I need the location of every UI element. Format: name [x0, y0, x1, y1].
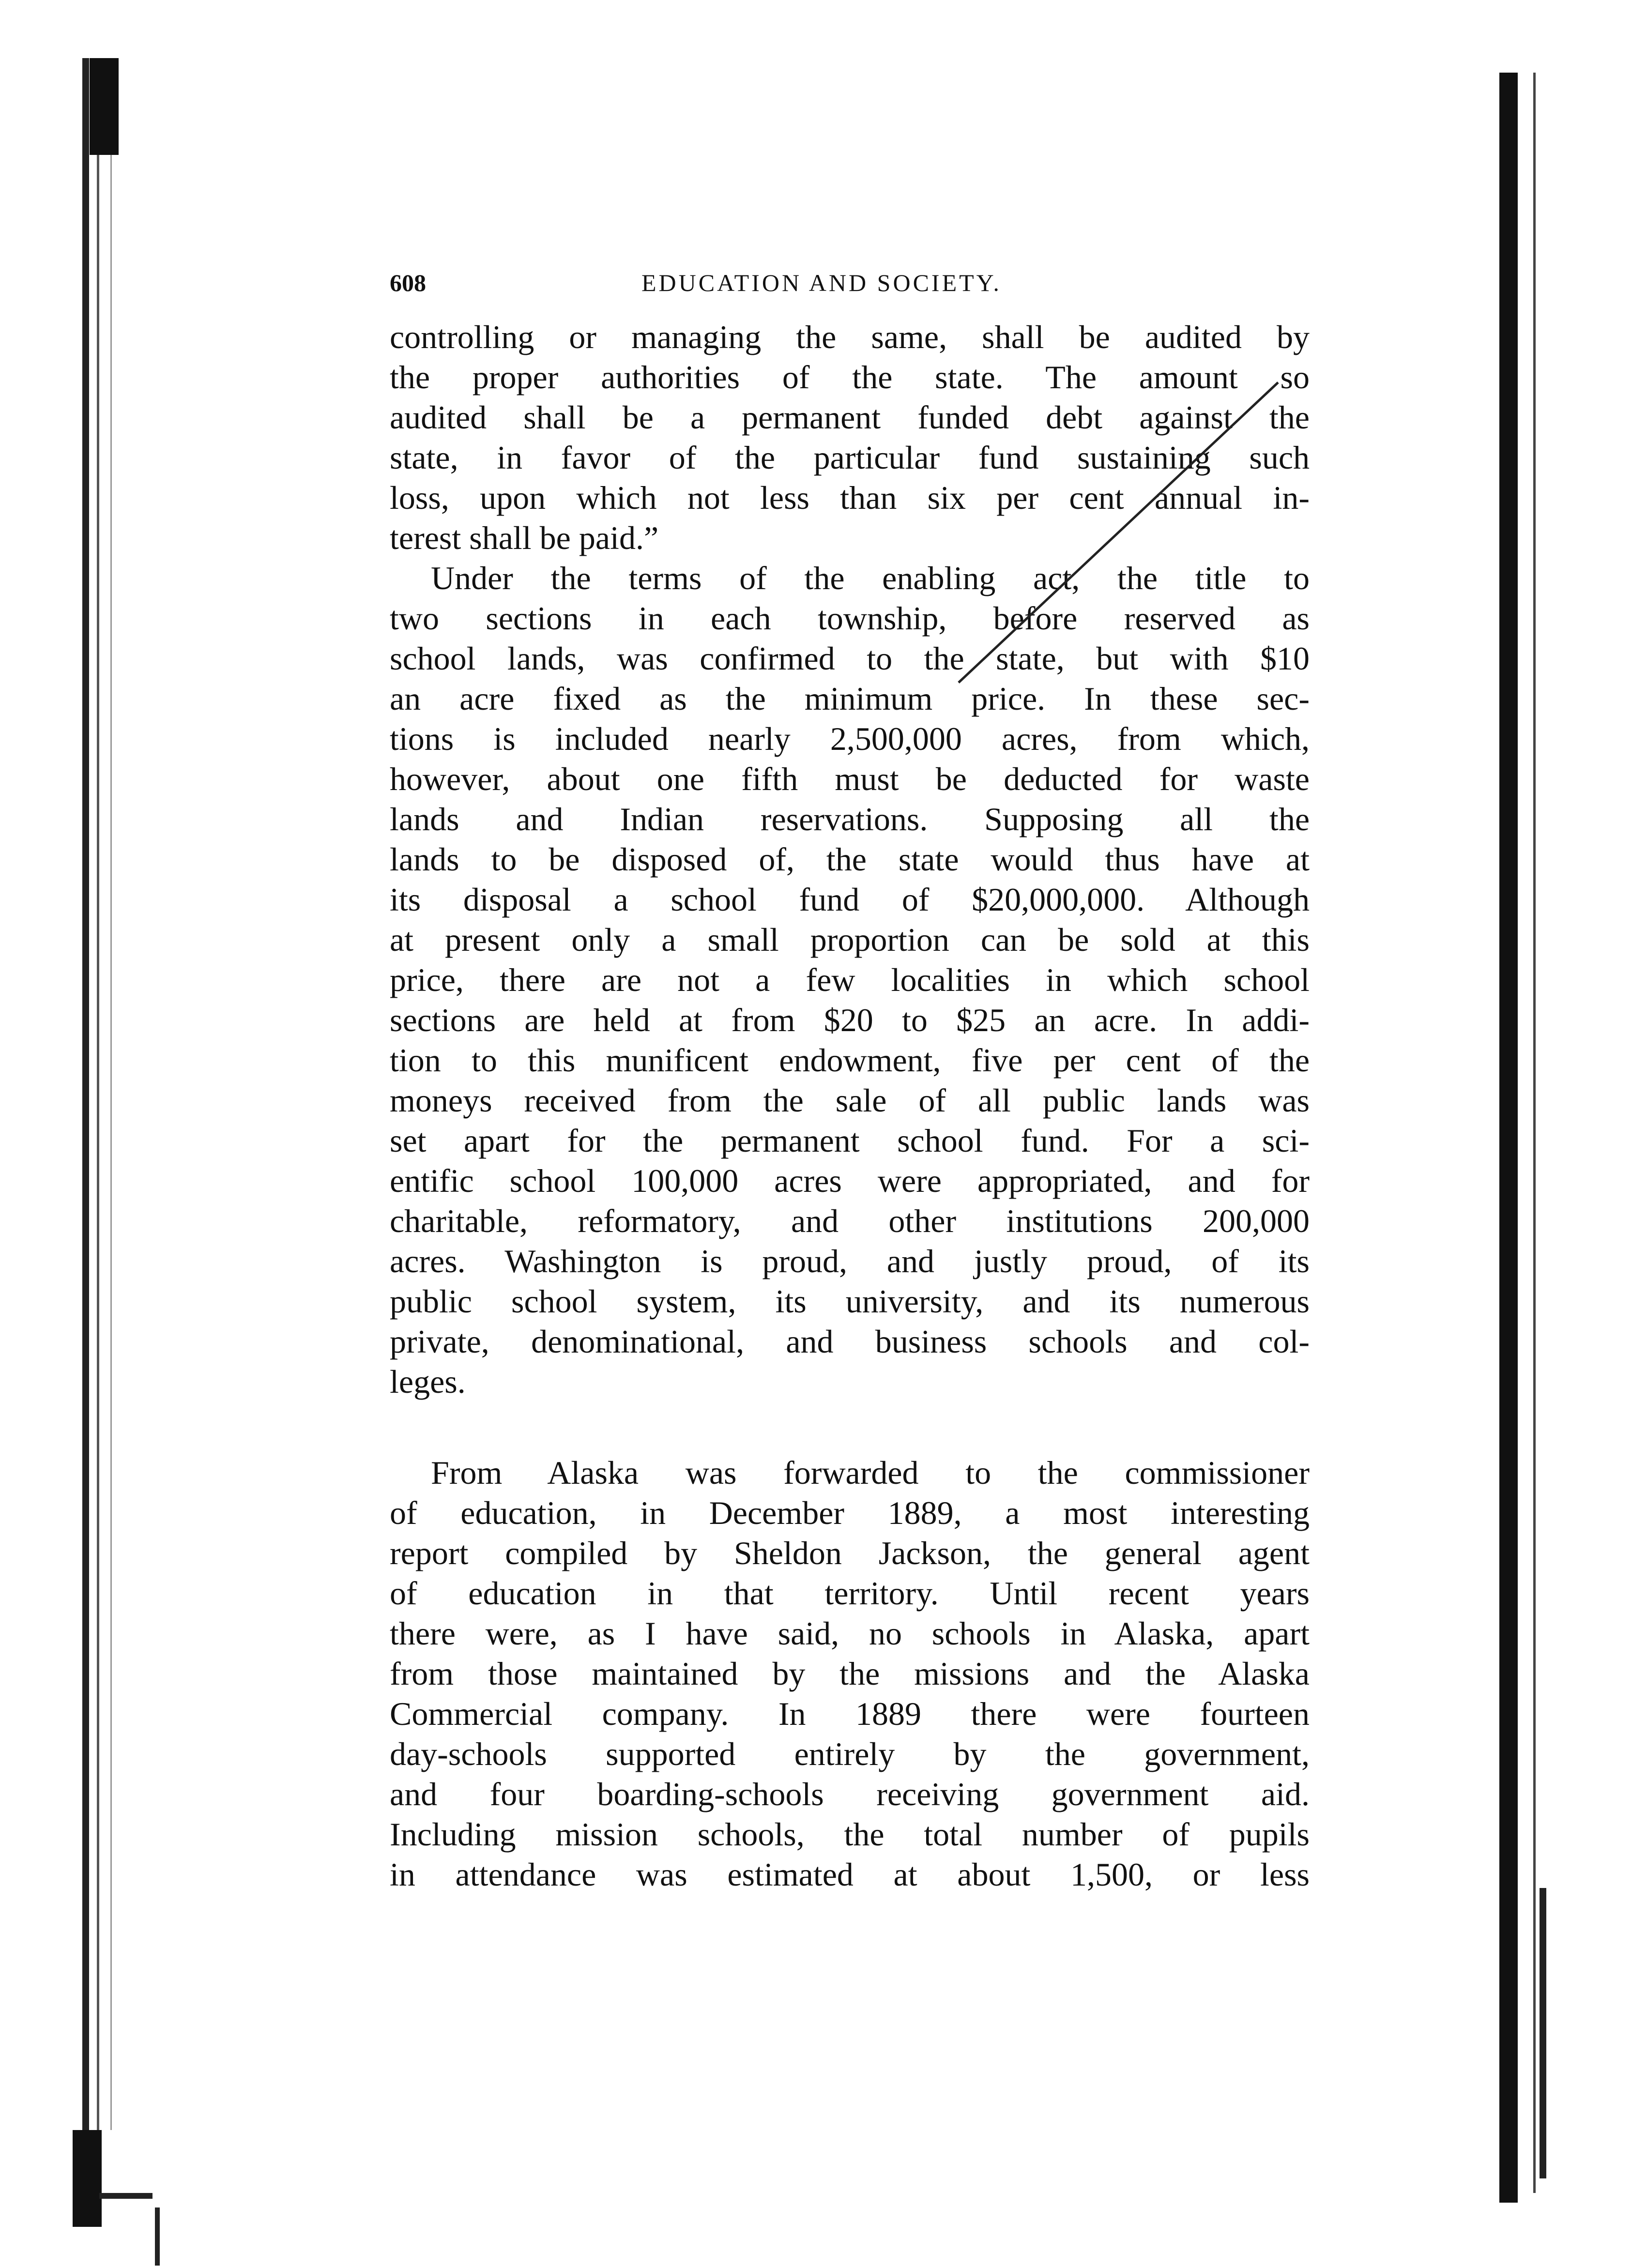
scan-edge-right: [1482, 0, 1647, 2268]
text-line: at present only a small proportion can be sold at this: [390, 921, 1310, 958]
text-line: and four boarding-schools receiving government aid.: [390, 1776, 1310, 1812]
text-line: Commercial company. In 1889 there were fourteen: [390, 1695, 1310, 1732]
text-line: an acre fixed as the minimum price. In these sec-: [390, 680, 1310, 717]
paragraph: [390, 1453, 1310, 1895]
text-line: tion to this munificent endowment, five per cent of the: [390, 1042, 1310, 1079]
text-line: from those maintained by the missions and the Alaska: [390, 1655, 1310, 1692]
text-line: two sections in each township, before reserved as: [390, 600, 1310, 637]
text-line: audited shall be a permanent funded debt against the: [390, 399, 1310, 436]
text-line: however, about one fifth must be deducted for waste: [390, 761, 1310, 797]
text-line: lands to be disposed of, the state would thus have at: [390, 841, 1310, 878]
text-line: controlling or managing the same, shall be audited by: [390, 319, 1310, 355]
paragraph: [390, 317, 1310, 558]
text-line: price, there are not a few localities in which school: [390, 961, 1310, 998]
text-line: in attendance was estimated at about 1,500, or less: [390, 1856, 1310, 1893]
scan-edge-left: [0, 0, 165, 2268]
text-line: loss, upon which not less than six per cent annual in-: [390, 479, 1310, 516]
paragraph: [390, 558, 1310, 1402]
text-line: terest shall be paid.”: [390, 519, 659, 556]
running-title: EDUCATION AND SOCIETY.: [641, 269, 1002, 296]
paragraph-gap: [390, 1402, 1310, 1453]
text-line: leges.: [390, 1363, 466, 1400]
text-line: private, denominational, and business schools and col-: [390, 1323, 1310, 1360]
text-line: state, in favor of the particular fund sustaining such: [390, 439, 1310, 476]
text-line: the proper authorities of the state. The amount so: [390, 359, 1310, 396]
text-line: day-schools supported entirely by the government,: [390, 1735, 1310, 1772]
text-line: report compiled by Sheldon Jackson, the general agent: [390, 1535, 1310, 1571]
text-line: of education in that territory. Until recent years: [390, 1575, 1310, 1612]
text-line: of education, in December 1889, a most interesting: [390, 1494, 1310, 1531]
page-number: 608: [390, 269, 426, 296]
text-line: lands and Indian reservations. Supposing all the: [390, 801, 1310, 837]
text-line: Including mission schools, the total number of pupils: [390, 1816, 1310, 1853]
text-line: acres. Washington is proud, and justly proud, of its: [390, 1243, 1310, 1279]
text-line: entific school 100,000 acres were appropriated, and for: [390, 1162, 1310, 1199]
text-line: From Alaska was forwarded to the commissioner: [431, 1454, 1310, 1491]
text-line: there were, as I have said, no schools in Alaska, apart: [390, 1615, 1310, 1652]
text-line: Under the terms of the enabling act, the title to: [431, 560, 1310, 596]
running-head: [390, 259, 1310, 317]
text-line: charitable, reformatory, and other institutions 200,000: [390, 1202, 1310, 1239]
text-line: sections are held at from $20 to $25 an acre. In addi-: [390, 1002, 1310, 1038]
text-line: moneys received from the sale of all public lands was: [390, 1082, 1310, 1119]
page-body: [390, 259, 1310, 1895]
text-line: school lands, was confirmed to the state, but with $10: [390, 640, 1310, 677]
text-line: set apart for the permanent school fund. For a sci-: [390, 1122, 1310, 1159]
text-line: public school system, its university, and its numerous: [390, 1283, 1310, 1320]
text-line: its disposal a school fund of $20,000,000. Although: [390, 881, 1310, 918]
text-line: tions is included nearly 2,500,000 acres, from which,: [390, 720, 1310, 757]
